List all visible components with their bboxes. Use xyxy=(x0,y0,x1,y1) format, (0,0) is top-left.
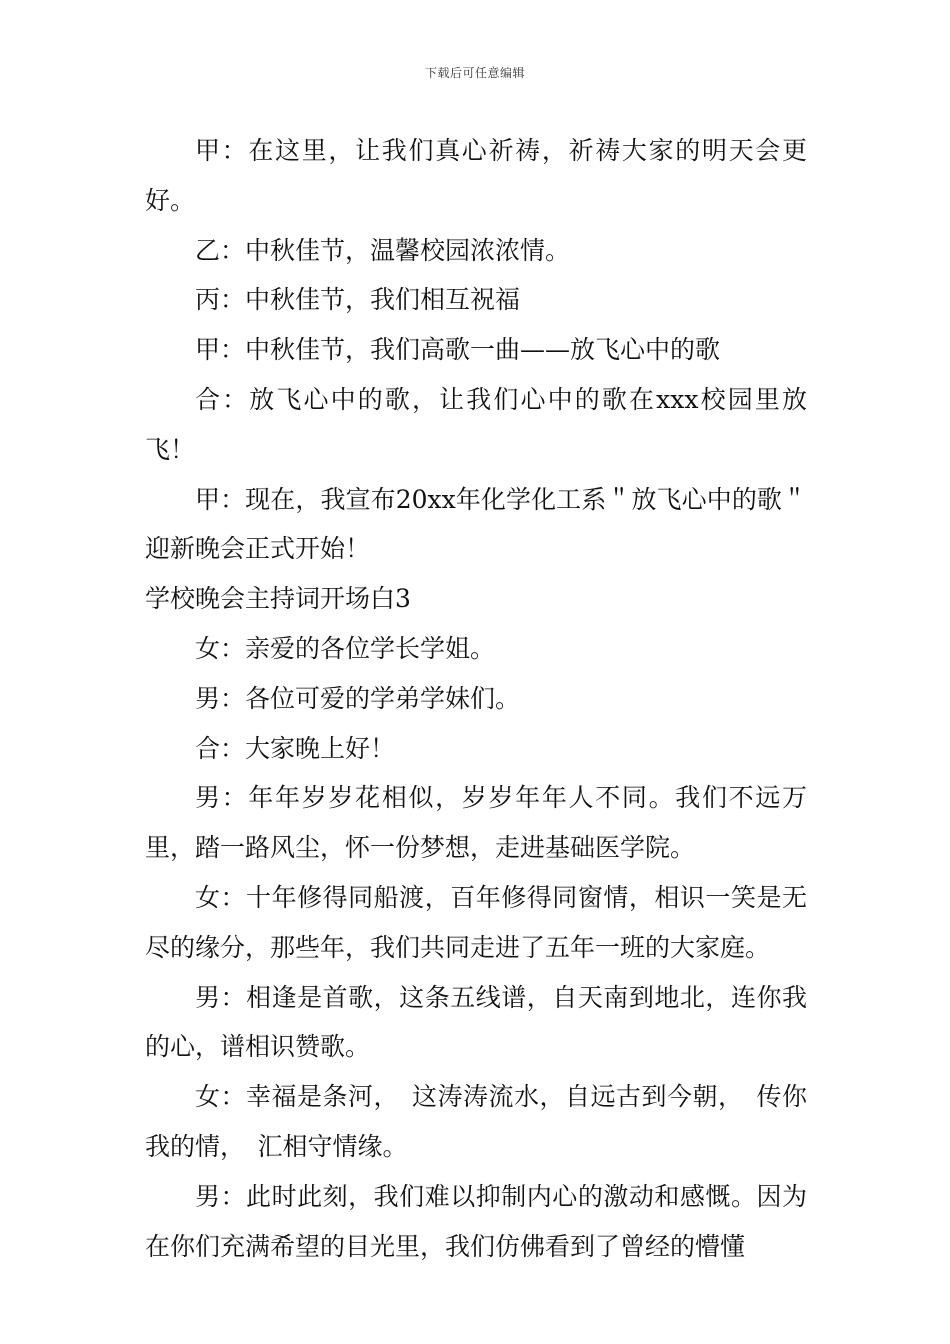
paragraph: 女：幸福是条河， 这涛涛流水，自远古到今朝， 传你我的情， 汇相守情缘。 xyxy=(145,1082,807,1161)
paragraph: 合：大家晚上好！ xyxy=(195,733,396,763)
paragraph: 甲：在这里，让我们真心祈祷，祈祷大家的明天会更好。 xyxy=(145,136,807,215)
paragraph: 合：放飞心中的歌，让我们心中的歌在xxx校园里放飞！ xyxy=(145,384,807,464)
paragraph: 甲：中秋佳节，我们高歌一曲——放飞心中的歌 xyxy=(195,335,721,365)
paragraph: 女：十年修得同船渡，百年修得同窗情，相识一笑是无尽的缘分，那些年，我们共同走进了五年一班的大家庭。 xyxy=(145,882,807,962)
paragraph: 男：相逢是首歌，这条五线谱，自天南到地北，连你我的心，谱相识赞歌。 xyxy=(145,982,807,1062)
paragraph: 女：亲爱的各位学长学姐。 xyxy=(195,633,496,663)
paragraph: 乙：中秋佳节，温馨校园浓浓情。 xyxy=(195,235,571,265)
paragraph: 男：此时此刻，我们难以抑制内心的激动和感慨。因为在你们充满希望的目光里，我们仿佛看到了曾经的懵懂 xyxy=(145,1181,807,1261)
section-heading: 学校晚会主持词开场白3 xyxy=(145,584,411,614)
document-body xyxy=(145,126,807,1271)
page-header: 下载后可任意编辑 xyxy=(424,66,525,80)
paragraph: 丙：中秋佳节，我们相互祝福 xyxy=(195,285,521,315)
paragraph: 男：各位可爱的学弟学妹们。 xyxy=(195,683,521,713)
paragraph: 男：年年岁岁花相似，岁岁年年人不同。我们不远万里，踏一路风尘，怀一份梦想，走进基础医学院。 xyxy=(145,783,807,863)
paragraph: 甲：现在，我宣布20xx年化学化工系＂放飞心中的歌＂迎新晚会正式开始！ xyxy=(145,484,807,564)
